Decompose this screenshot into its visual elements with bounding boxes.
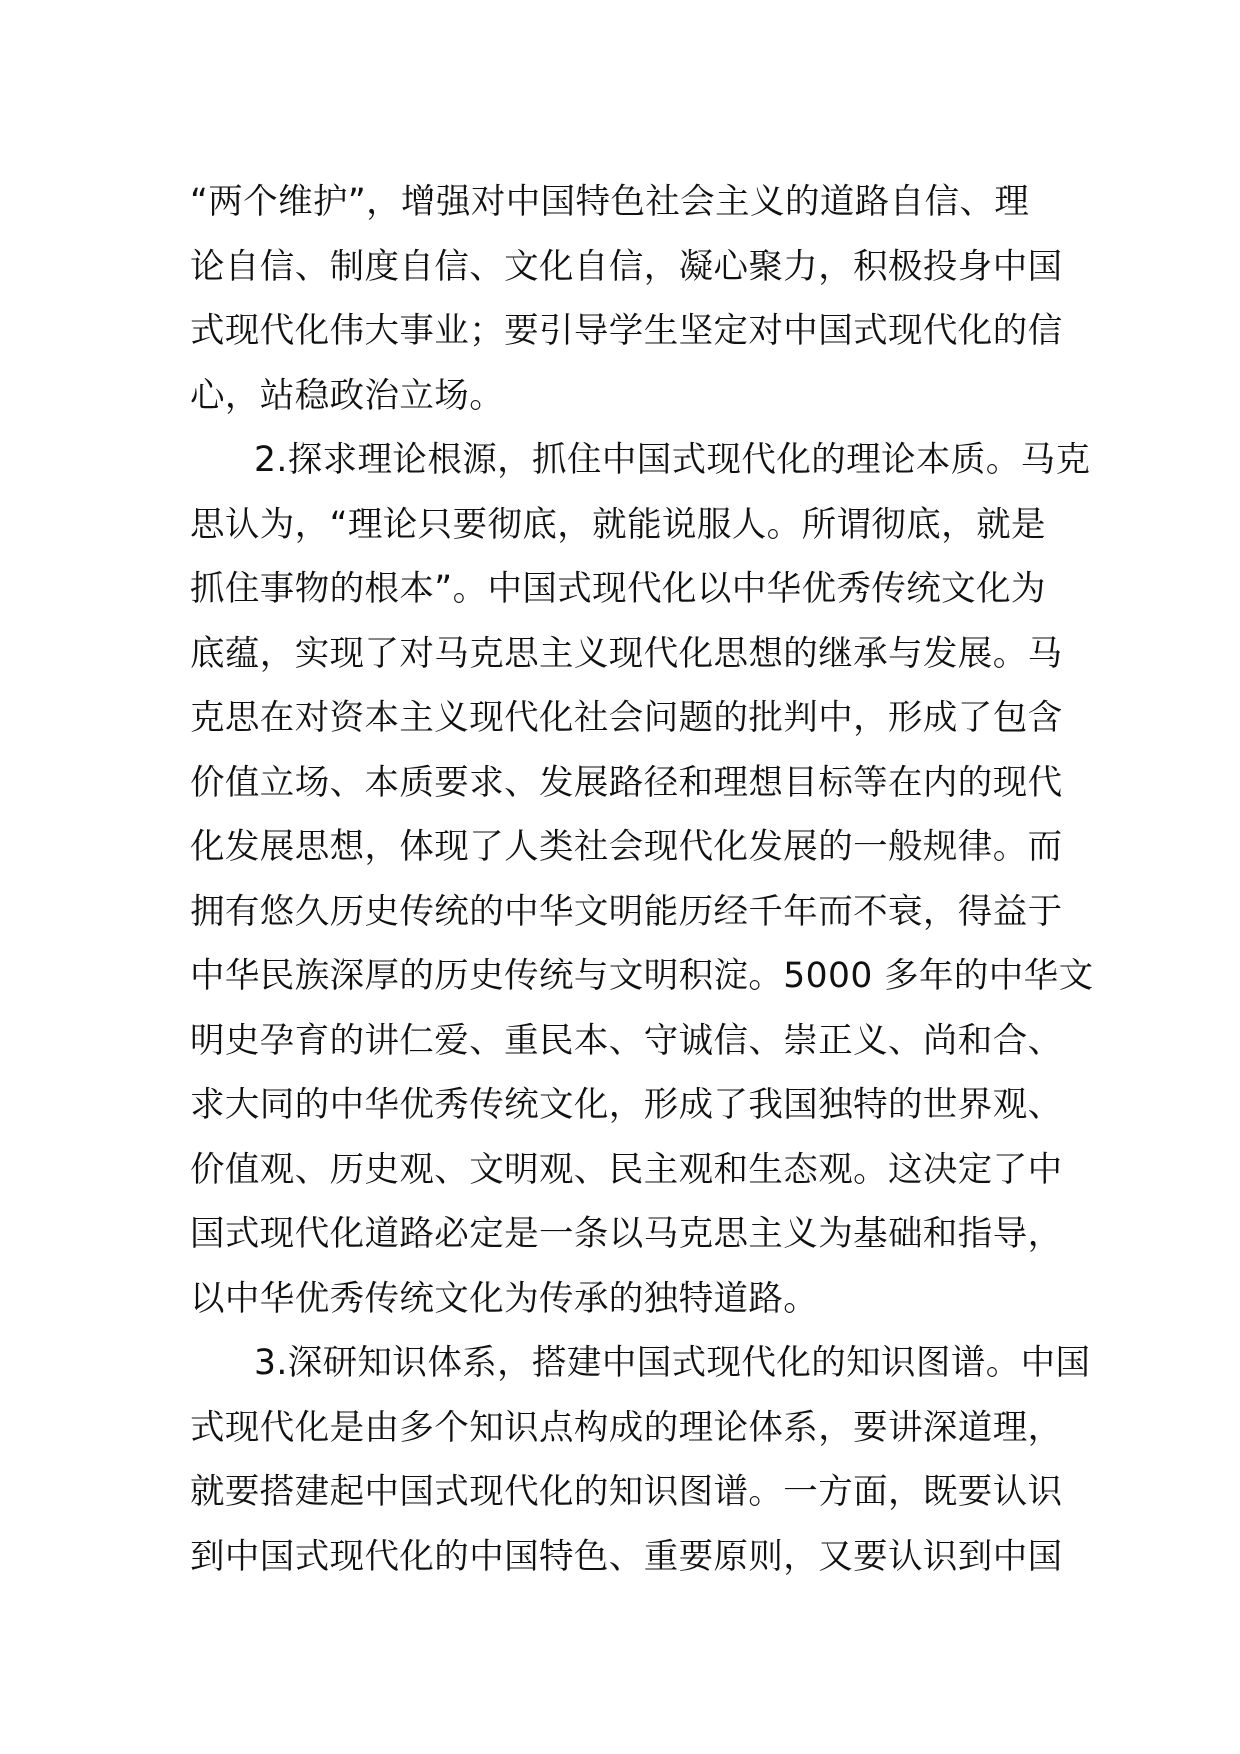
- body-line: 国式现代化道路必定是一条以马克思主义为基础和指导，: [190, 1214, 1063, 1254]
- body-line: 求大同的中华优秀传统文化，形成了我国独特的世界观、: [190, 1085, 1063, 1125]
- body-line: 价值观、历史观、文明观、民主观和生态观。这决定了中: [190, 1149, 1063, 1190]
- body-line: 拥有悠久历史传统的中华文明能历经千年而不衰，得益于: [190, 891, 1063, 932]
- body-line: 明史孕育的讲仁爱、重民本、守诚信、崇正义、尚和合、: [190, 1020, 1063, 1061]
- body-line: 以中华优秀传统文化为传承的独特道路。: [190, 1278, 819, 1319]
- body-line: 心，站稳政治立场。: [190, 375, 505, 416]
- document-body: [190, 170, 1094, 1589]
- body-line: 思认为，“理论只要彻底，就能说服人。所谓彻底，就是: [190, 504, 1046, 545]
- body-line: 价值立场、本质要求、发展路径和理想目标等在内的现代: [190, 762, 1063, 803]
- body-line: 中华民族深厚的历史传统与文明积淀。5000 多年的中华文: [190, 956, 1094, 996]
- section-3-heading-line: 3.深研知识体系，搭建中国式现代化的知识图谱。中国: [254, 1343, 1091, 1383]
- section-2-heading-line: 2.探求理论根源，抓住中国式现代化的理论本质。马克: [254, 440, 1091, 480]
- body-line: 就要搭建起中国式现代化的知识图谱。一方面，既要认识: [190, 1472, 1063, 1512]
- body-line: 克思在对资本主义现代化社会问题的批判中，形成了包含: [190, 698, 1063, 738]
- body-line: 到中国式现代化的中国特色、重要原则，又要认识到中国: [190, 1536, 1063, 1577]
- body-line: 抓住事物的根本”。中国式现代化以中华优秀传统文化为: [190, 569, 1046, 609]
- body-line: 式现代化伟大事业；要引导学生坚定对中国式现代化的信: [190, 311, 1063, 351]
- body-line: “两个维护”，增强对中国特色社会主义的道路自信、理: [190, 182, 1030, 222]
- body-line: 底蕴，实现了对马克思主义现代化思想的继承与发展。马: [190, 633, 1063, 674]
- body-line: 论自信、制度自信、文化自信，凝心聚力，积极投身中国: [190, 246, 1063, 287]
- body-line: 式现代化是由多个知识点构成的理论体系，要讲深道理，: [190, 1407, 1063, 1448]
- body-line: 化发展思想，体现了人类社会现代化发展的一般规律。而: [190, 827, 1063, 867]
